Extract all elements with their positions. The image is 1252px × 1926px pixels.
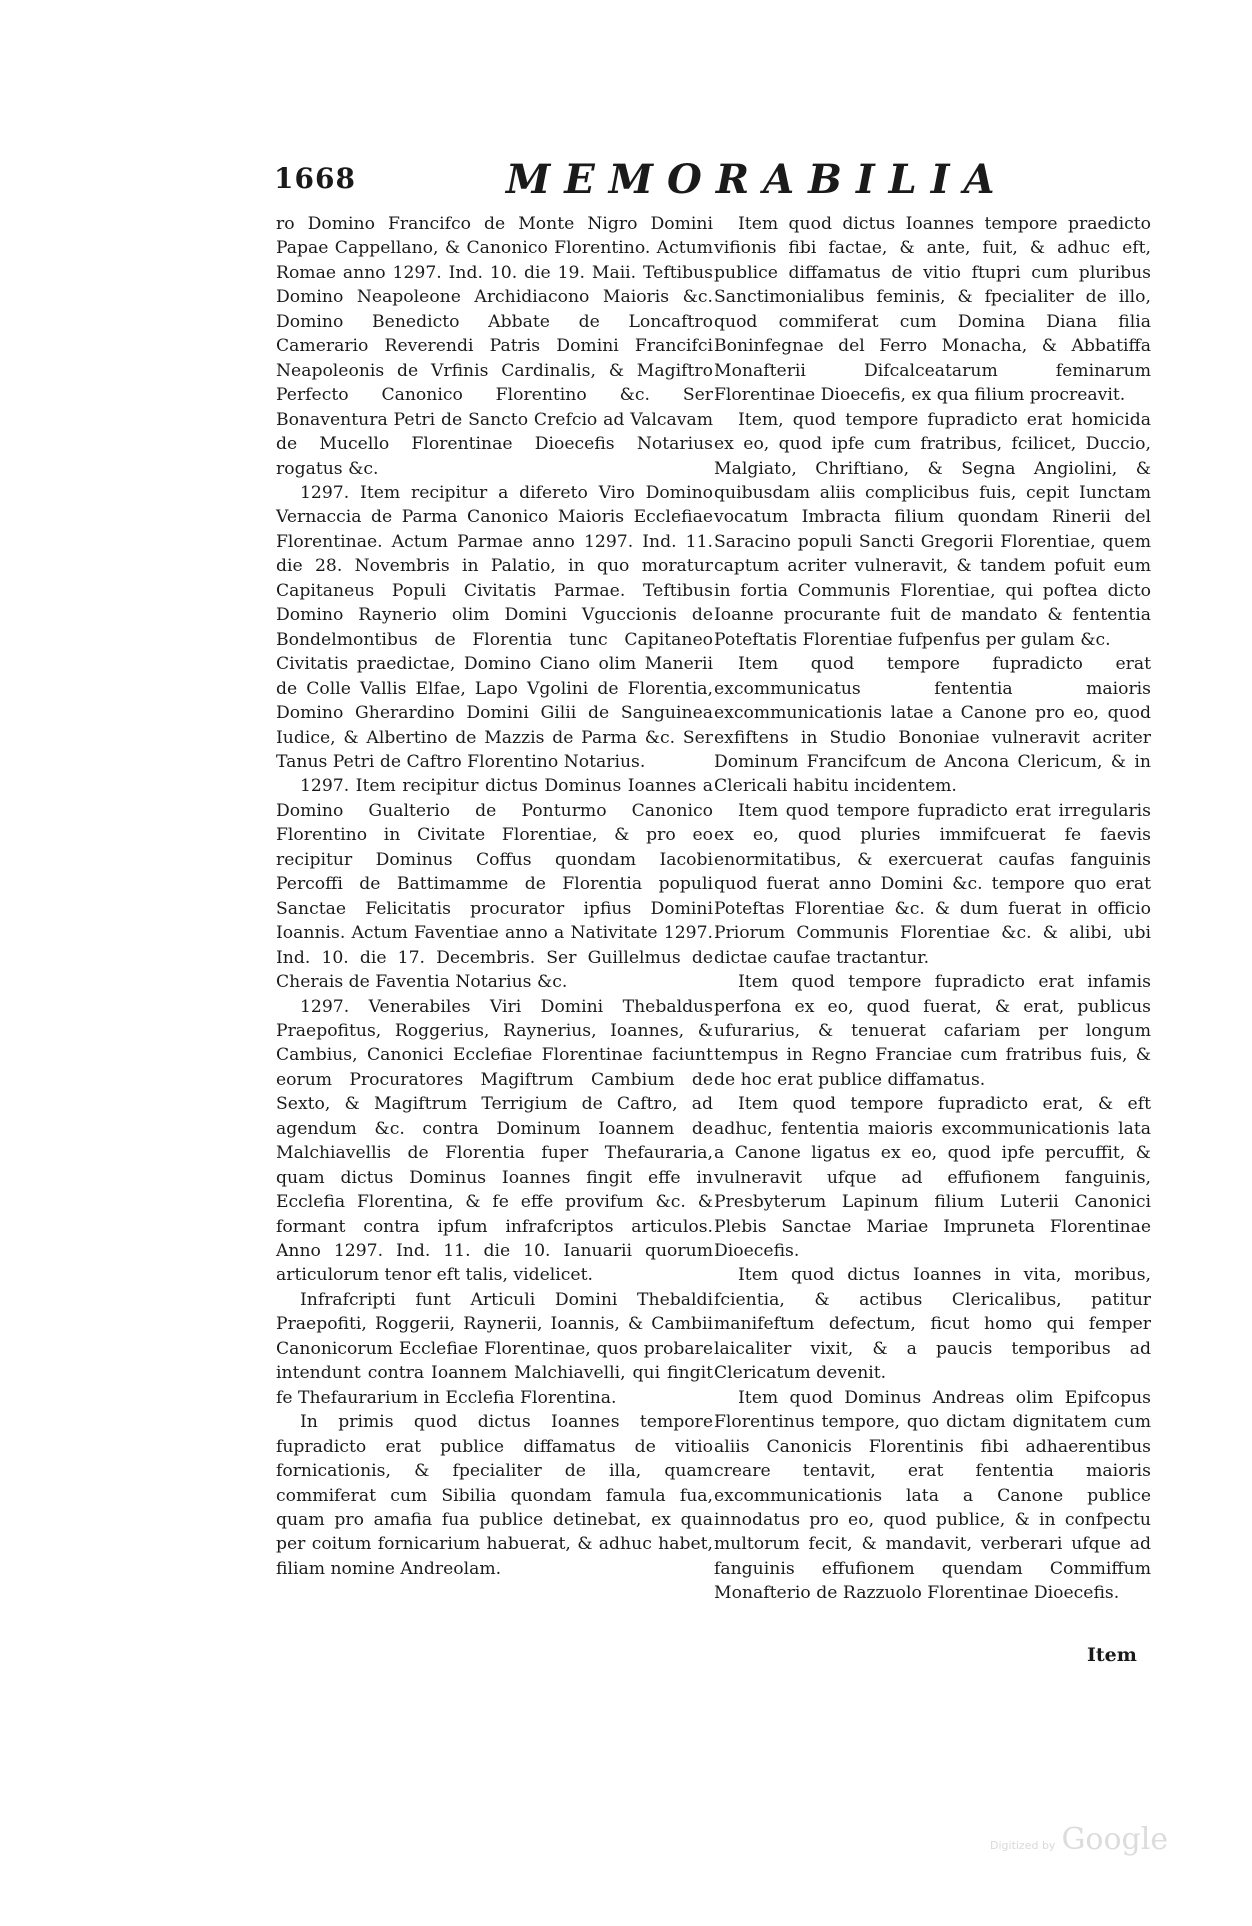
paragraph: Item quod dictus Ioannes in vita, moribus, fcientia, & actibus Clericalibus, patitur manifeftum defectum, ficut homo qui femper laicaliter vixit, & a paucis temporibus ad Clericatum devenit. [714,1265,1151,1384]
watermark-brand: Google [1061,1822,1169,1857]
paragraph: Item quod tempore fupradicto erat, & eft adhuc, fententia maioris excommunicationis lata a Canone ligatus ex eo, quod ipfe percuffit, & vulneravit ufque ad effufionem fanguinis, Presbyterum Lapinum filium Luterii Canonici Plebis Sanctae Mariae Impruneta Florentinae Dioecefis. [714,1094,1151,1262]
page-header [274,156,1154,212]
paragraph: 1297. Item recipitur dictus Dominus Ioannes a Domino Gualterio de Ponturmo Canonico Florentino in Civitate Florentiae, & pro eo recipitur Dominus Coffus quondam Iacobi Percoffi de Battimamme de Florentia populi Sanctae Felicitatis procurator ipfius Domini Ioannis. Actum Faventiae anno a Nativitate 1297. Ind. 10. die 17. Decembris. Ser Guillelmus de Cherais de Faventia Notarius &c. [276,776,713,993]
paragraph: Item quod tempore fupradicto erat excommunicatus fententia maioris excommunicationis latae a Canone pro eo, quod exfiftens in Studio Bononiae vulneravit acriter Dominum Francifcum de Ancona Clericum, & in Clericali habitu incidentem. [714,654,1151,797]
paragraph: Item, quod tempore fupradicto erat homicida ex eo, quod ipfe cum fratribus, fcilicet, Duccio, Malgiato, Chriftiano, & Segna Angiolini, & quibusdam aliis complicibus fuis, cepit Iunctam vocatum Imbracta filium quondam Rinerii del Saracino populi Sancti Gregorii Florentiae, quem captum acriter vulneravit, & tandem pofuit eum in fortia Communis Florentiae, qui poftea dicto Ioanne procurante fuit de mandato & fententia Poteftatis Florentiae fufpenfus per gulam &c. [714,409,1151,650]
running-title: MEMORABILIA [506,156,1009,203]
right-text-column [714,212,1151,1606]
paragraph: Item quod tempore fupradicto erat infamis perfona ex eo, quod fuerat, & erat, publicus ufurarius, & tenuerat cafariam per longum tempus in Regno Franciae cum fratribus fuis, & de hoc erat publice diffamatus. [714,972,1151,1090]
paragraph: Infrafcripti funt Articuli Domini Thebaldi Praepofiti, Roggerii, Raynerii, Ioannis, & Cambii Canonicorum Ecclefiae Florentinae, quos probare intendunt contra Ioannem Malchiavelli, qui fingit fe Thefaurarium in Ecclefia Florentina. [276,1289,713,1408]
paragraph: Item quod tempore fupradicto erat irregularis ex eo, quod pluries immifcuerat fe faevis enormitatibus, & exercuerat caufas fanguinis quod fuerat anno Domini &c. tempore quo erat Poteftas Florentiae &c. & dum fuerat in officio Priorum Communis Florentiae &c. & alibi, ubi dictae caufae tractantur. [714,800,1151,968]
digitization-watermark [990,1822,1168,1857]
watermark-prefix: Digitized by [990,1839,1056,1852]
page-number: 1668 [274,162,356,195]
paragraph: 1297. Item recipitur a difereto Viro Domino Vernaccia de Parma Canonico Maioris Ecclefiae Florentinae. Actum Parmae anno 1297. Ind. 11. die 28. Novembris in Palatio, in quo moratur Capitaneus Populi Civitatis Parmae. Teftibus Domino Raynerio olim Domini Vguccionis de Bondelmontibus de Florentia tunc Capitaneo Civitatis praedictae, Domino Ciano olim Manerii de Colle Vallis Elfae, Lapo Vgolini de Florentia, Domino Gherardino Domini Gilii de Sanguinea Iudice, & Albertino de Mazzis de Parma &c. Ser Tanus Petri de Caftro Florentino Notarius. [276,482,713,772]
catchword: Item [1087,1644,1137,1666]
paragraph: In primis quod dictus Ioannes tempore fupradicto erat publice diffamatus de vitio fornicationis, & fpecialiter de illa, quam commiferat cum Sibilia quondam famula fua, quam pro amafia fua publice detinebat, ex qua per coitum fornicarium habuerat, & adhuc habet, filiam nomine Andreolam. [276,1412,713,1579]
paragraph: 1297. Venerabiles Viri Domini Thebaldus Praepofitus, Roggerius, Raynerius, Ioannes, & Cambius, Canonici Ecclefiae Florentinae faciunt eorum Procuratores Magiftrum Cambium de Sexto, & Magiftrum Terrigium de Caftro, ad agendum &c. contra Dominum Ioannem de Malchiavellis de Florentia fuper Thefauraria, quam dictus Dominus Ioannes fingit effe in Ecclefia Florentina, & fe effe provifum &c. & formant contra ipfum infrafcriptos articulos. Anno 1297. Ind. 11. die 10. Ianuarii quorum articulorum tenor eft talis, videlicet. [276,996,713,1286]
paragraph: Item quod dictus Ioannes tempore praedicto vifionis fibi factae, & ante, fuit, & adhuc eft, publice diffamatus de vitio ftupri cum pluribus Sanctimonialibus feminis, & fpecialiter de illo, quod commiferat cum Domina Diana filia Boninfegnae del Ferro Monacha, & Abbatiffa Monafterii Difcalceatarum feminarum Florentinae Dioecefis, ex qua filium procreavit. [714,214,1151,406]
left-text-column [276,212,713,1581]
paragraph: Item quod Dominus Andreas olim Epifcopus Florentinus tempore, quo dictam dignitatem cum aliis Canonicis Florentinis fibi adhaerentibus creare tentavit, erat fententia maioris excommunicationis lata a Canone publice innodatus pro eo, quod publice, & in confpectu multorum fecit, & mandavit, verberari ufque ad fanguinis effufionem quendam Commiffum Monafterio de Razzuolo Florentinae Dioecefis. [714,1387,1151,1604]
paragraph: ro Domino Francifco de Monte Nigro Domini Papae Cappellano, & Canonico Florentino. Actum Romae anno 1297. Ind. 10. die 19. Maii. Teftibus Domino Neapoleone Archidiacono Maioris &c. Domino Benedicto Abbate de Loncaftro Camerario Reverendi Patris Domini Francifci Neapoleonis de Vrfinis Cardinalis, & Magiftro Perfecto Canonico Florentino &c. Ser Bonaventura Petri de Sancto Crefcio ad Valcavam de Mucello Florentinae Dioecefis Notarius rogatus &c. [276,214,713,479]
